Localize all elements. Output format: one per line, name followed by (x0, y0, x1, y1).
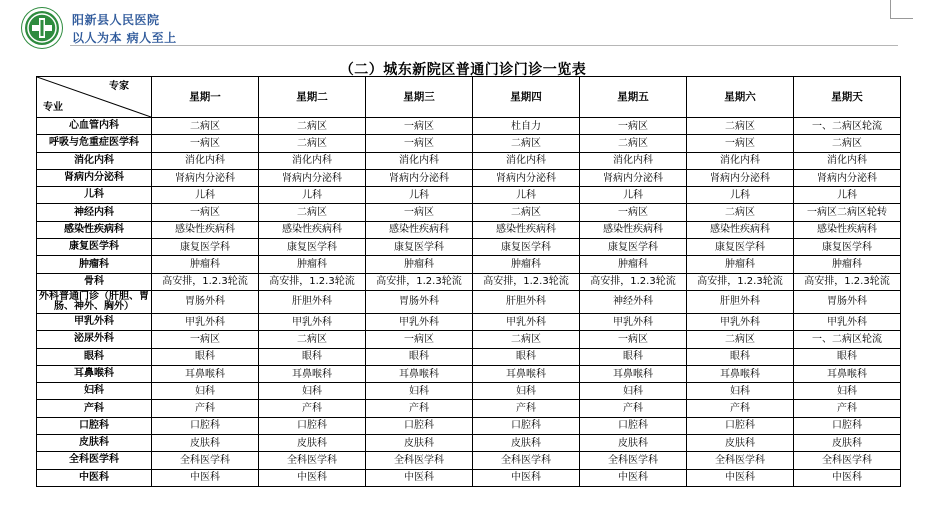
day-header: 星期二 (259, 77, 366, 118)
department-cell: 心血管内科 (37, 118, 152, 135)
schedule-cell: 肾病内分泌科 (687, 169, 794, 186)
schedule-cell: 感染性疾病科 (259, 221, 366, 238)
corner-label-specialty: 专业 (43, 102, 63, 113)
schedule-cell: 全科医学科 (366, 452, 473, 469)
schedule-cell: 肾病内分泌科 (473, 169, 580, 186)
schedule-cell: 皮肤科 (259, 435, 366, 452)
schedule-cell: 高安排，1.2.3轮流 (152, 273, 259, 290)
schedule-cell: 肾病内分泌科 (259, 169, 366, 186)
schedule-cell: 二病区 (473, 204, 580, 221)
hospital-slogan: 以人为本 病人至上 (72, 31, 177, 45)
schedule-cell: 全科医学科 (473, 452, 580, 469)
department-cell: 骨科 (37, 273, 152, 290)
schedule-cell: 消化内科 (687, 152, 794, 169)
schedule-cell: 产科 (687, 400, 794, 417)
header-divider (70, 45, 898, 46)
schedule-cell: 胃肠外科 (152, 290, 259, 313)
schedule-cell: 消化内科 (794, 152, 901, 169)
schedule-cell: 甲乳外科 (687, 313, 794, 330)
table-row (37, 256, 901, 273)
table-row (37, 169, 901, 186)
schedule-cell: 全科医学科 (259, 452, 366, 469)
schedule-cell: 皮肤科 (473, 435, 580, 452)
table-body (37, 118, 901, 487)
schedule-cell: 胃肠外科 (366, 290, 473, 313)
schedule-cell: 中医科 (473, 469, 580, 486)
schedule-cell: 耳鼻喉科 (259, 365, 366, 382)
schedule-cell: 一病区 (152, 135, 259, 152)
schedule-cell: 一病区 (366, 204, 473, 221)
schedule-cell: 妇科 (580, 383, 687, 400)
schedule-cell: 杜自力 (473, 118, 580, 135)
page-title: （二）城东新院区普通门诊门诊一览表 (339, 62, 587, 78)
schedule-cell: 产科 (794, 400, 901, 417)
schedule-cell: 肾病内分泌科 (794, 169, 901, 186)
department-cell: 皮肤科 (37, 435, 152, 452)
schedule-cell: 耳鼻喉科 (366, 365, 473, 382)
department-cell: 外科普通门诊（肝胆、胃肠、神外、胸外） (37, 290, 152, 313)
department-cell: 耳鼻喉科 (37, 365, 152, 382)
schedule-cell: 一病区 (580, 331, 687, 348)
schedule-cell: 肿瘤科 (152, 256, 259, 273)
schedule-cell: 康复医学科 (152, 239, 259, 256)
table-row (37, 435, 901, 452)
schedule-cell: 口腔科 (580, 417, 687, 434)
department-cell: 中医科 (37, 469, 152, 486)
department-cell: 眼科 (37, 348, 152, 365)
schedule-cell: 中医科 (152, 469, 259, 486)
schedule-cell: 一病区 (366, 331, 473, 348)
schedule-cell: 二病区 (259, 204, 366, 221)
schedule-cell: 康复医学科 (259, 239, 366, 256)
table-row (37, 383, 901, 400)
day-header: 星期六 (687, 77, 794, 118)
schedule-cell: 高安排，1.2.3轮流 (473, 273, 580, 290)
schedule-cell: 一病区 (366, 118, 473, 135)
table-row (37, 469, 901, 486)
table-header-row (37, 77, 901, 118)
page-corner-mark (890, 0, 913, 19)
schedule-cell: 高安排，1.2.3轮流 (794, 273, 901, 290)
schedule-cell: 感染性疾病科 (473, 221, 580, 238)
schedule-cell: 一病区 (152, 331, 259, 348)
schedule-cell: 甲乳外科 (473, 313, 580, 330)
schedule-cell: 肿瘤科 (580, 256, 687, 273)
schedule-cell: 高安排，1.2.3轮流 (259, 273, 366, 290)
schedule-cell: 肿瘤科 (473, 256, 580, 273)
schedule-cell: 儿科 (366, 187, 473, 204)
table-row (37, 313, 901, 330)
schedule-cell: 肝胆外科 (473, 290, 580, 313)
schedule-cell: 感染性疾病科 (794, 221, 901, 238)
schedule-cell: 肝胆外科 (687, 290, 794, 313)
schedule-cell: 一、二病区轮流 (794, 118, 901, 135)
schedule-cell: 肿瘤科 (687, 256, 794, 273)
schedule-cell: 全科医学科 (687, 452, 794, 469)
schedule-cell: 感染性疾病科 (366, 221, 473, 238)
table-row (37, 365, 901, 382)
schedule-cell: 康复医学科 (794, 239, 901, 256)
department-cell: 消化内科 (37, 152, 152, 169)
schedule-cell: 妇科 (366, 383, 473, 400)
schedule-cell: 儿科 (687, 187, 794, 204)
schedule-cell: 康复医学科 (687, 239, 794, 256)
schedule-cell: 皮肤科 (794, 435, 901, 452)
schedule-cell: 中医科 (366, 469, 473, 486)
schedule-cell: 消化内科 (580, 152, 687, 169)
schedule-cell: 甲乳外科 (366, 313, 473, 330)
table-row (37, 417, 901, 434)
schedule-cell: 产科 (152, 400, 259, 417)
corner-cell (37, 77, 152, 118)
schedule-cell: 二病区 (259, 135, 366, 152)
department-cell: 儿科 (37, 187, 152, 204)
schedule-cell: 产科 (473, 400, 580, 417)
clinic-schedule-table (36, 76, 901, 487)
schedule-cell: 二病区 (152, 118, 259, 135)
schedule-cell: 感染性疾病科 (687, 221, 794, 238)
schedule-cell: 感染性疾病科 (580, 221, 687, 238)
schedule-cell: 二病区 (687, 331, 794, 348)
department-cell: 感染性疾病科 (37, 221, 152, 238)
schedule-cell: 高安排，1.2.3轮流 (580, 273, 687, 290)
department-cell: 康复医学科 (37, 239, 152, 256)
day-header: 星期天 (794, 77, 901, 118)
schedule-cell: 肿瘤科 (366, 256, 473, 273)
schedule-cell: 二病区 (580, 135, 687, 152)
table-row (37, 152, 901, 169)
schedule-cell: 妇科 (687, 383, 794, 400)
schedule-cell: 妇科 (794, 383, 901, 400)
schedule-cell: 皮肤科 (687, 435, 794, 452)
schedule-cell: 皮肤科 (366, 435, 473, 452)
schedule-cell: 儿科 (259, 187, 366, 204)
schedule-cell: 口腔科 (473, 417, 580, 434)
schedule-cell: 妇科 (152, 383, 259, 400)
department-cell: 产科 (37, 400, 152, 417)
schedule-cell: 耳鼻喉科 (794, 365, 901, 382)
table-row (37, 204, 901, 221)
schedule-cell: 一病区 (152, 204, 259, 221)
schedule-cell: 眼科 (152, 348, 259, 365)
schedule-cell: 二病区 (687, 118, 794, 135)
table-row (37, 239, 901, 256)
schedule-cell: 一病区 (687, 135, 794, 152)
schedule-cell: 二病区 (259, 331, 366, 348)
schedule-cell: 眼科 (794, 348, 901, 365)
schedule-cell: 中医科 (259, 469, 366, 486)
hospital-cross-logo-icon (22, 8, 62, 48)
department-cell: 口腔科 (37, 417, 152, 434)
schedule-cell: 康复医学科 (473, 239, 580, 256)
table-row (37, 400, 901, 417)
schedule-cell: 眼科 (259, 348, 366, 365)
schedule-cell: 口腔科 (794, 417, 901, 434)
table-row (37, 273, 901, 290)
schedule-cell: 消化内科 (366, 152, 473, 169)
department-cell: 呼吸与危重症医学科 (37, 135, 152, 152)
schedule-cell: 肿瘤科 (794, 256, 901, 273)
schedule-cell: 眼科 (580, 348, 687, 365)
schedule-cell: 耳鼻喉科 (152, 365, 259, 382)
schedule-cell: 神经外科 (580, 290, 687, 313)
schedule-cell: 产科 (259, 400, 366, 417)
schedule-cell: 眼科 (366, 348, 473, 365)
hospital-name: 阳新县人民医院 (72, 13, 160, 27)
schedule-cell: 眼科 (473, 348, 580, 365)
schedule-cell: 中医科 (794, 469, 901, 486)
department-cell: 泌尿外科 (37, 331, 152, 348)
schedule-cell: 妇科 (259, 383, 366, 400)
department-cell: 甲乳外科 (37, 313, 152, 330)
table-row (37, 118, 901, 135)
schedule-cell: 产科 (366, 400, 473, 417)
schedule-cell: 口腔科 (259, 417, 366, 434)
schedule-cell: 康复医学科 (580, 239, 687, 256)
schedule-cell: 消化内科 (152, 152, 259, 169)
table-row (37, 135, 901, 152)
schedule-cell: 胃肠外科 (794, 290, 901, 313)
schedule-cell: 肝胆外科 (259, 290, 366, 313)
schedule-cell: 儿科 (794, 187, 901, 204)
schedule-cell: 耳鼻喉科 (580, 365, 687, 382)
schedule-cell: 康复医学科 (366, 239, 473, 256)
schedule-cell: 口腔科 (687, 417, 794, 434)
schedule-cell: 二病区 (473, 135, 580, 152)
department-cell: 妇科 (37, 383, 152, 400)
schedule-cell: 儿科 (473, 187, 580, 204)
schedule-cell: 甲乳外科 (794, 313, 901, 330)
schedule-cell: 产科 (580, 400, 687, 417)
day-header: 星期三 (366, 77, 473, 118)
schedule-cell: 口腔科 (366, 417, 473, 434)
corner-label-expert: 专家 (109, 81, 129, 92)
schedule-cell: 口腔科 (152, 417, 259, 434)
schedule-cell: 甲乳外科 (259, 313, 366, 330)
day-header: 星期五 (580, 77, 687, 118)
schedule-cell: 儿科 (152, 187, 259, 204)
table-row (37, 331, 901, 348)
table-row (37, 187, 901, 204)
schedule-cell: 全科医学科 (580, 452, 687, 469)
schedule-cell: 肿瘤科 (259, 256, 366, 273)
schedule-cell: 感染性疾病科 (152, 221, 259, 238)
table-row (37, 348, 901, 365)
department-cell: 肿瘤科 (37, 256, 152, 273)
schedule-cell: 一病区 (580, 204, 687, 221)
schedule-cell: 肾病内分泌科 (152, 169, 259, 186)
schedule-cell: 一病区 (366, 135, 473, 152)
day-header: 星期一 (152, 77, 259, 118)
schedule-cell: 耳鼻喉科 (473, 365, 580, 382)
day-header: 星期四 (473, 77, 580, 118)
schedule-cell: 一病区 (580, 118, 687, 135)
schedule-cell: 消化内科 (473, 152, 580, 169)
schedule-cell: 高安排，1.2.3轮流 (366, 273, 473, 290)
schedule-cell: 甲乳外科 (580, 313, 687, 330)
department-cell: 神经内科 (37, 204, 152, 221)
schedule-cell: 肾病内分泌科 (366, 169, 473, 186)
department-cell: 肾病内分泌科 (37, 169, 152, 186)
table-row (37, 221, 901, 238)
table-row (37, 452, 901, 469)
schedule-cell: 全科医学科 (152, 452, 259, 469)
schedule-cell: 中医科 (580, 469, 687, 486)
schedule-cell: 一、二病区轮流 (794, 331, 901, 348)
schedule-cell: 一病区二病区轮转 (794, 204, 901, 221)
schedule-cell: 消化内科 (259, 152, 366, 169)
schedule-cell: 妇科 (473, 383, 580, 400)
schedule-cell: 二病区 (259, 118, 366, 135)
schedule-cell: 儿科 (580, 187, 687, 204)
schedule-cell: 二病区 (794, 135, 901, 152)
schedule-cell: 肾病内分泌科 (580, 169, 687, 186)
schedule-cell: 中医科 (687, 469, 794, 486)
document-header (22, 8, 322, 50)
schedule-cell: 二病区 (473, 331, 580, 348)
schedule-cell: 甲乳外科 (152, 313, 259, 330)
table-row (37, 290, 901, 313)
schedule-cell: 皮肤科 (580, 435, 687, 452)
schedule-cell: 全科医学科 (794, 452, 901, 469)
schedule-cell: 耳鼻喉科 (687, 365, 794, 382)
department-cell: 全科医学科 (37, 452, 152, 469)
schedule-cell: 二病区 (687, 204, 794, 221)
schedule-cell: 高安排，1.2.3轮流 (687, 273, 794, 290)
schedule-cell: 皮肤科 (152, 435, 259, 452)
schedule-cell: 眼科 (687, 348, 794, 365)
